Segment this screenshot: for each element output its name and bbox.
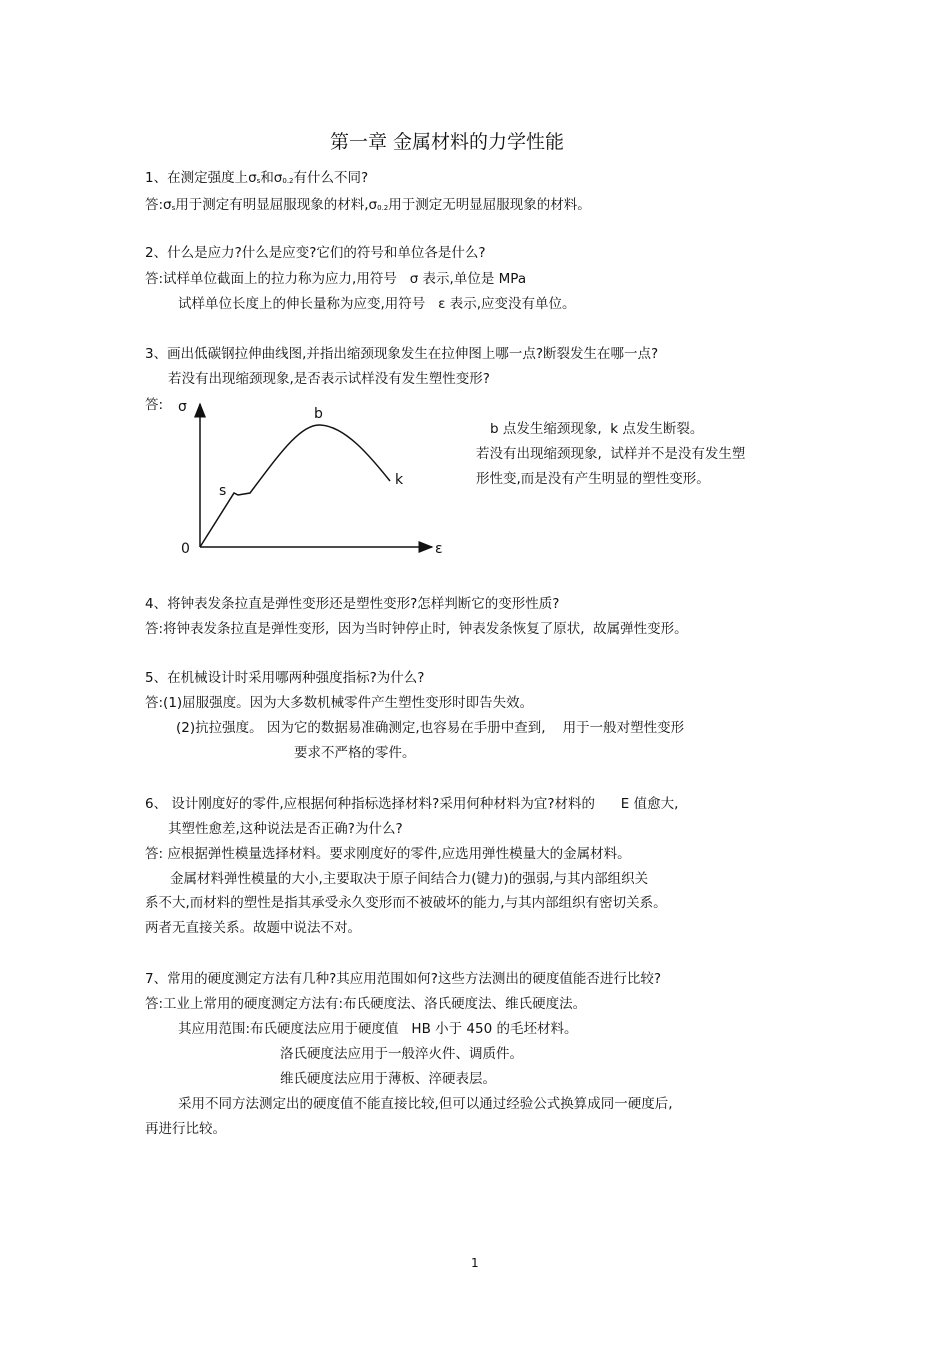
question-6-line-2: 其塑性愈差,这种说法是否正确?为什么? (168, 821, 403, 837)
question-2: 2、什么是应力?什么是应变?它们的符号和单位各是什么? (145, 245, 486, 261)
point-b-label: b (314, 406, 323, 422)
question-1 (145, 169, 368, 190)
chapter-title: 第一章 金属材料的力学性能 (330, 131, 565, 153)
a1-text-b: 用于测定有明显屈服现象的材料,σ (175, 197, 378, 213)
answer-5-line-2: (2)抗拉强度。 因为它的数据易准确测定,也容易在手册中查到, 用于一般对塑性变形 (176, 720, 685, 736)
origin-label: 0 (181, 541, 190, 557)
answer-1 (145, 196, 591, 217)
answer-6-line-2: 金属材料弹性模量的大小,主要取决于原子间结合力(键力)的强弱,与其内部组织关 (170, 871, 649, 887)
question-3-line-1: 3、画出低碳钢拉伸曲线图,并指出缩颈现象发生在拉伸图上哪一点?断裂发生在哪一点? (145, 346, 659, 362)
subscript-s: s (171, 204, 176, 212)
answer-3-line-3: 形性变,而是没有产生明显的塑性变形。 (476, 471, 710, 487)
point-k-label: k (395, 472, 404, 488)
stress-strain-diagram (170, 396, 460, 566)
question-5: 5、在机械设计时采用哪两种强度指标?为什么? (145, 670, 425, 686)
q1-text-b: 和σ (260, 170, 283, 186)
answer-4: 答:将钟表发条拉直是弹性变形, 因为当时钟停止时, 钟表发条恢复了原状, 故属弹性变形。 (145, 621, 688, 637)
subscript-s: s (256, 177, 261, 185)
q1-text-a: 1、在测定强度上σ (145, 170, 257, 186)
subscript-02: 0.2 (377, 204, 389, 212)
tensile-curve (200, 425, 390, 547)
answer-2-line-1: 答:试样单位截面上的拉力称为应力,用符号 σ 表示,单位是 MPa (145, 271, 527, 287)
answer-6-line-4: 两者无直接关系。故题中说法不对。 (145, 920, 361, 936)
y-axis-label: σ (178, 399, 187, 415)
answer-3-label: 答: (145, 397, 164, 413)
question-3-line-2: 若没有出现缩颈现象,是否表示试样没有发生塑性变形? (168, 371, 490, 387)
answer-7-line-3: 洛氏硬度法应用于一般淬火件、调质件。 (280, 1046, 523, 1062)
answer-5-line-1: 答:(1)屈服强度。因为大多数机械零件产生塑性变形时即告失效。 (145, 695, 534, 711)
question-7: 7、常用的硬度测定方法有几种?其应用范围如何?这些方法测出的硬度值能否进行比较? (145, 971, 662, 987)
point-s-label: s (219, 483, 227, 499)
question-4: 4、将钟表发条拉直是弹性变形还是塑性变形?怎样判断它的变形性质? (145, 596, 560, 612)
subscript-02: 0.2 (282, 177, 294, 185)
a1-text-a: 答:σ (145, 197, 172, 213)
answer-7-line-5: 采用不同方法测定出的硬度值不能直接比较,但可以通过经验公式换算成同一硬度后, (178, 1096, 673, 1112)
page-number: 1 (471, 1256, 479, 1270)
question-6-line-1: 6、 设计刚度好的零件,应根据何种指标选择材料?采用何种材料为宜?材料的 E 值愈大, (145, 796, 679, 812)
answer-6-line-3: 系不大,而材料的塑性是指其承受永久变形而不被破坏的能力,与其内部组织有密切关系。 (145, 895, 667, 911)
answer-3-line-1: b 点发生缩颈现象, k 点发生断裂。 (490, 421, 704, 437)
answer-7-line-2: 其应用范围:布氏硬度法应用于硬度值 HB 小于 450 的毛坯材料。 (178, 1021, 578, 1037)
q1-text-c: 有什么不同? (293, 170, 369, 186)
answer-7-line-1: 答:工业上常用的硬度测定方法有:布氏硬度法、洛氏硬度法、维氏硬度法。 (145, 996, 587, 1012)
answer-5-line-3: 要求不严格的零件。 (294, 745, 416, 761)
answer-2-line-2: 试样单位长度上的伸长量称为应变,用符号 ε 表示,应变没有单位。 (178, 296, 576, 312)
answer-3-line-2: 若没有出现缩颈现象, 试样并不是没有发生塑 (476, 446, 746, 462)
x-axis-label: ε (435, 541, 443, 557)
answer-7-line-4: 维氏硬度法应用于薄板、淬硬表层。 (280, 1071, 496, 1087)
answer-7-line-6: 再进行比较。 (145, 1121, 226, 1137)
answer-6-line-1: 答: 应根据弹性模量选择材料。要求刚度好的零件,应选用弹性模量大的金属材料。 (145, 846, 631, 862)
a1-text-c: 用于测定无明显屈服现象的材料。 (388, 197, 591, 213)
